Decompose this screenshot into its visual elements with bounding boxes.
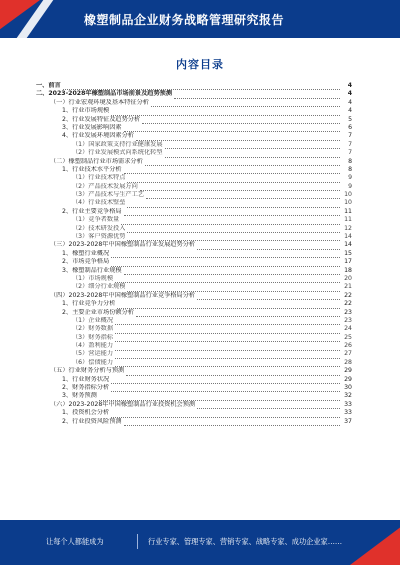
- toc-entry[interactable]: [36, 275, 352, 283]
- toc-leader-dots: [111, 261, 340, 267]
- toc-entry-title: （六）2023-2028年中国橡塑制品行业投资机会预测: [50, 400, 196, 408]
- toc-leader-dots: [174, 93, 340, 99]
- toc-leader-dots: [124, 269, 340, 275]
- toc-entry-page: 33: [344, 400, 352, 408]
- footer-divider: [137, 534, 138, 549]
- toc-leader-dots: [111, 386, 340, 392]
- toc-entry-page: 14: [344, 233, 352, 241]
- toc-entry-page: 33: [344, 409, 352, 417]
- toc-entry-title: 2、行业发展特征及趋势分析: [62, 115, 141, 123]
- toc-entry-page: 32: [344, 392, 352, 400]
- toc-entry[interactable]: [36, 334, 352, 342]
- toc-entry-title: （1）竞争者数量: [72, 216, 120, 224]
- toc-entry-title: （2）技术研发投入: [72, 224, 126, 232]
- toc-entry-title: 2、财务指标分析: [62, 384, 110, 392]
- toc-entry-title: 2、主要企业市场份额分析: [62, 308, 134, 316]
- toc-entry-page: 4: [348, 107, 352, 115]
- toc-entry-title: （四）2023-2028年中国橡塑制品行业竞争格局分析: [50, 291, 196, 299]
- toc-entry-title: （二）橡塑制品行业市场需求分析: [50, 157, 143, 165]
- toc-leader-dots: [136, 135, 340, 141]
- footer-red-accent: [350, 520, 400, 565]
- toc-entry[interactable]: [36, 392, 352, 400]
- toc-entry[interactable]: [36, 283, 352, 291]
- toc-entry-title: 一、前言: [36, 81, 61, 89]
- toc-entry[interactable]: [36, 342, 352, 350]
- toc-leader-dots: [124, 210, 340, 216]
- toc-leader-dots: [124, 126, 340, 132]
- toc-leader-dots: [165, 143, 340, 149]
- toc-entry[interactable]: [36, 208, 352, 216]
- toc-entry[interactable]: [36, 325, 352, 333]
- toc-entry-title: （五）行业财务分析与预测: [50, 367, 125, 375]
- toc-entry-page: 29: [344, 375, 352, 383]
- toc-entry-title: （2）产品技术发展方向: [72, 182, 138, 190]
- toc-entry-page: 9: [348, 182, 352, 190]
- toc-entry-page: 26: [344, 342, 352, 350]
- toc-leader-dots: [127, 177, 340, 183]
- toc-entry-title: 1、投资机会分析: [62, 409, 110, 417]
- toc-entry-title: 3、橡塑制品行业规模: [62, 266, 122, 274]
- toc-entry-title: （6）偿债能力: [72, 358, 114, 366]
- toc-entry-title: （3）客户资源优势: [72, 233, 126, 241]
- toc-leader-dots: [117, 303, 340, 309]
- toc-leader-dots: [111, 252, 340, 258]
- toc-entry[interactable]: [36, 317, 352, 325]
- toc-entry-page: 10: [344, 191, 352, 199]
- toc-entry[interactable]: [36, 401, 352, 409]
- toc-entry[interactable]: [36, 351, 352, 359]
- toc-entry-page: 9: [348, 174, 352, 182]
- toc-entry-title: （一）行业宏观环境及基本特征分析: [50, 98, 149, 106]
- footer-roles: 行业专家、管理专家、营销专家、战略专家、成功企业家……: [148, 537, 343, 546]
- toc-entry[interactable]: [36, 107, 352, 115]
- toc-leader-dots: [151, 101, 340, 107]
- toc-leader-dots: [115, 319, 340, 325]
- toc-entry-title: 二、2023-2028年橡塑制品市场前景及趋势预测: [36, 90, 173, 98]
- toc-leader-dots: [111, 110, 340, 116]
- toc-entry-title: （1）国家政策支持行业健康发展: [72, 140, 163, 148]
- toc-leader-dots: [197, 403, 340, 409]
- toc-entry[interactable]: [36, 158, 352, 166]
- toc-entry[interactable]: [36, 124, 352, 132]
- toc-leader-dots: [146, 193, 340, 199]
- toc-entry[interactable]: [36, 292, 352, 300]
- toc-leader-dots: [124, 168, 340, 174]
- toc-entry[interactable]: [36, 233, 352, 241]
- toc-entry-page: 28: [344, 358, 352, 366]
- toc-entry-page: 30: [344, 384, 352, 392]
- toc-entry-page: 22: [344, 300, 352, 308]
- toc-entry-page: 4: [347, 90, 352, 98]
- toc-entry-page: 10: [344, 199, 352, 207]
- toc-entry-page: 23: [344, 308, 352, 316]
- toc-entry-page: 17: [344, 258, 352, 266]
- toc-entry-page: 8: [348, 165, 352, 173]
- toc-entry-page: 27: [344, 350, 352, 358]
- toc-leader-dots: [115, 277, 340, 283]
- toc-leader-dots: [111, 412, 340, 418]
- toc-entry-page: 11: [344, 207, 352, 215]
- report-footer: [0, 520, 400, 565]
- toc-entry-page: 7: [348, 140, 352, 148]
- toc-entry-title: 1、行业竞争力分析: [62, 300, 116, 308]
- toc-leader-dots: [115, 345, 340, 351]
- footer-slogan: 让每个人都能成为: [46, 537, 104, 546]
- report-header: [0, 0, 400, 38]
- toc-entry[interactable]: [36, 90, 352, 98]
- toc-entry-page: 37: [344, 417, 352, 425]
- toc-leader-dots: [197, 244, 340, 250]
- toc-entry-title: 1、行业技术水平分析: [62, 165, 122, 173]
- toc-entry-title: 1、行业市场规模: [62, 107, 110, 115]
- toc-entry[interactable]: [36, 367, 352, 375]
- toc-entry-title: 2、行业投资风险预测: [62, 417, 122, 425]
- toc-entry-title: 1、橡塑行业概况: [62, 249, 110, 257]
- toc-entry-title: （4）行业技术壁垒: [72, 199, 126, 207]
- toc-entry-title: 2、行业主要竞争格局: [62, 207, 122, 215]
- toc-entry-page: 15: [344, 249, 352, 257]
- toc-heading: 内容目录: [176, 58, 224, 71]
- toc-leader-dots: [115, 336, 340, 342]
- toc-leader-dots: [136, 311, 340, 317]
- toc-entry[interactable]: [36, 300, 352, 308]
- toc-entry-page: 7: [348, 132, 352, 140]
- toc-entry-page: 4: [348, 98, 352, 106]
- toc-entry[interactable]: [36, 183, 352, 191]
- toc-entry[interactable]: [36, 258, 352, 266]
- toc-leader-dots: [127, 202, 340, 208]
- toc-entry-title: （三）2023-2028年中国橡塑制品行业发展趋势分析: [50, 241, 196, 249]
- toc-entry-title: （1）企业概况: [72, 316, 114, 324]
- toc-entry[interactable]: [36, 216, 352, 224]
- toc-entry[interactable]: [36, 225, 352, 233]
- toc-entry-page: 20: [344, 274, 352, 282]
- toc-entry-page: 12: [344, 224, 352, 232]
- toc-entry-title: （2）细分行业规模: [72, 283, 126, 291]
- toc-entry[interactable]: [36, 250, 352, 258]
- toc-entry[interactable]: [36, 174, 352, 182]
- toc-entry-page: 24: [344, 325, 352, 333]
- toc-leader-dots: [124, 420, 340, 426]
- toc-entry[interactable]: [36, 82, 352, 90]
- toc-entry-page: 29: [344, 367, 352, 375]
- toc-entry-page: 8: [348, 157, 352, 165]
- toc-leader-dots: [127, 227, 340, 233]
- toc-entry[interactable]: [36, 116, 352, 124]
- toc-leader-dots: [142, 118, 340, 124]
- toc-entry[interactable]: [36, 149, 352, 157]
- toc-entry-title: （2）财务数据: [72, 325, 114, 333]
- toc-entry[interactable]: [36, 409, 352, 417]
- toc-entry-title: 2、市场竞争格局: [62, 258, 110, 266]
- toc-entry[interactable]: [36, 267, 352, 275]
- toc-entry-title: （3）产品技术与生产工艺: [72, 191, 144, 199]
- toc-leader-dots: [115, 328, 340, 334]
- toc-entry-page: 5: [348, 115, 352, 123]
- toc-entry-title: （2）行业发展模式向系统化转型: [72, 149, 163, 157]
- toc-entry-page: 6: [348, 123, 352, 131]
- toc-entry[interactable]: [36, 199, 352, 207]
- toc-entry[interactable]: [36, 309, 352, 317]
- toc-entry-title: 4、行业发展环境因素分析: [62, 132, 134, 140]
- toc-leader-dots: [197, 294, 340, 300]
- toc-entry-title: （5）营运能力: [72, 350, 114, 358]
- toc-entry[interactable]: [36, 241, 352, 249]
- toc-entry-page: 22: [344, 291, 352, 299]
- toc-leader-dots: [145, 160, 340, 166]
- toc-entry-page: 18: [344, 266, 352, 274]
- toc-leader-dots: [115, 353, 340, 359]
- toc-entry-title: 3、财务预测: [62, 392, 97, 400]
- toc-entry-page: 25: [344, 333, 352, 341]
- toc-entry-page: 11: [344, 216, 352, 224]
- toc-entry[interactable]: [36, 191, 352, 199]
- toc-entry[interactable]: [36, 166, 352, 174]
- toc-entry-title: （4）盈利能力: [72, 342, 114, 350]
- toc-entry-title: （1）行业技术特点: [72, 174, 126, 182]
- toc-entry-title: 1、行业财务状况: [62, 375, 110, 383]
- toc-entry[interactable]: [36, 99, 352, 107]
- toc-entry[interactable]: [36, 141, 352, 149]
- toc-leader-dots: [165, 152, 340, 158]
- toc-entry-page: 7: [348, 149, 352, 157]
- toc-leader-dots: [115, 361, 340, 367]
- toc-entry[interactable]: [36, 359, 352, 367]
- toc-leader-dots: [126, 370, 340, 376]
- toc-entry-page: 4: [347, 81, 352, 89]
- toc-entry-page: 14: [344, 241, 352, 249]
- toc-leader-dots: [140, 185, 340, 191]
- toc-entry[interactable]: [36, 418, 352, 426]
- toc-entry-title: （3）财务指标: [72, 333, 114, 341]
- toc-leader-dots: [121, 219, 340, 225]
- toc-entry-page: 23: [344, 316, 352, 324]
- table-of-contents: [36, 82, 352, 426]
- toc-entry-title: （1）市场规模: [72, 274, 114, 282]
- toc-entry[interactable]: [36, 376, 352, 384]
- report-title: 橡塑制品企业财务战略管理研究报告: [84, 13, 285, 27]
- toc-entry[interactable]: [36, 132, 352, 140]
- toc-entry-title: 3、行业发展影响因素: [62, 123, 122, 131]
- toc-entry[interactable]: [36, 384, 352, 392]
- toc-entry-page: 21: [344, 283, 352, 291]
- toc-leader-dots: [111, 378, 340, 384]
